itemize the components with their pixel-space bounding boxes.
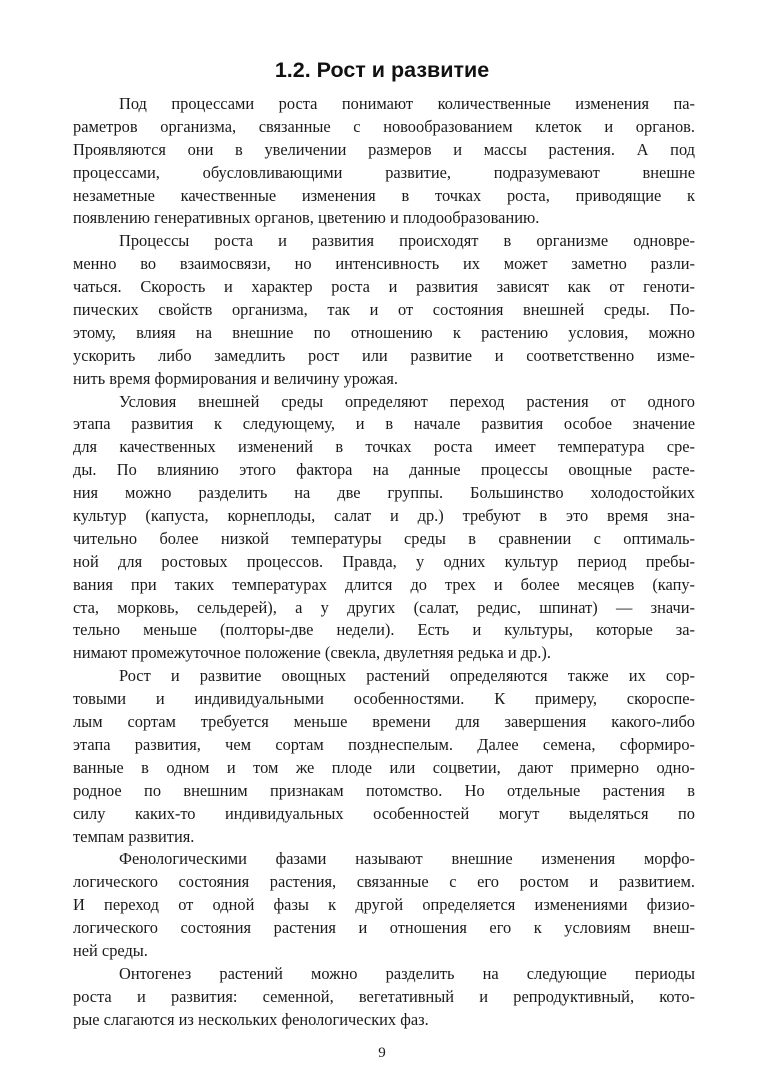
paragraph (73, 665, 695, 848)
text-line: Фенологическими фазами называют внешние изменения морфо- (119, 849, 695, 869)
body-text (73, 93, 695, 1032)
text-line: вания при таких температурах длится до трех и более месяцев (капу- (73, 574, 695, 594)
text-line: силу каких-то индивидуальных особенностей могут выделяться по (73, 803, 695, 823)
paragraph (73, 230, 695, 390)
text-line: Проявляются они в увеличении размеров и массы растения. А под (73, 139, 695, 159)
text-line: раметров организма, связанные с новообразованием клеток и органов. (73, 116, 695, 136)
text-line: этапа развития к следующему, и в начале развития особое значение (73, 414, 695, 434)
text-line: Рост и развитие овощных растений определяются также их сор- (119, 666, 695, 686)
text-line: этапа развития, чем сортам позднеспелым. Далее семена, сформиро- (73, 734, 695, 754)
text-line: ной для ростовых процессов. Правда, у одних культур период пребы- (73, 551, 695, 571)
paragraph (73, 93, 695, 230)
text-line: чительно более низкой температуры среды в сравнении с оптималь- (73, 528, 695, 548)
text-line: менно во взаимосвязи, но интенсивность их может заметно разли- (73, 254, 695, 274)
page-number: 9 (378, 1045, 386, 1061)
text-line: ды. По влиянию этого фактора на данные процессы овощные расте- (73, 460, 695, 480)
text-line: Условия внешней среды определяют переход растения от одного (119, 391, 695, 411)
text-line: лым сортам требуется меньше времени для завершения какого-либо (73, 712, 695, 732)
text-line: процессами, обусловливающими развитие, подразумевают внешне (73, 162, 695, 182)
text-line: для качественных изменений в точках роста имеет температура сре- (73, 437, 695, 457)
text-line: логического состояния растения, связанные с его ростом и развитием. (73, 872, 695, 892)
paragraph (73, 963, 695, 1032)
text-line: ней среды. (73, 940, 148, 960)
text-line: ста, морковь, сельдерей), а у других (салат, редис, шпинат) — значи- (73, 597, 695, 617)
text-line: логического состояния растения и отношения его к условиям внеш- (73, 918, 695, 938)
text-line: родное по внешним признакам потомство. Но отдельные растения в (73, 780, 695, 800)
text-line: тельно меньше (полторы-две недели). Есть и культуры, которые за- (73, 620, 695, 640)
text-line: ускорить либо замедлить рост или развитие и соответственно изме- (73, 345, 695, 365)
paragraph (73, 848, 695, 962)
text-line: пических свойств организма, так и от состояния внешней среды. По- (73, 300, 695, 320)
text-line: этому, влияя на внешние по отношению к растению условия, можно (73, 322, 695, 342)
text-line: товыми и индивидуальными особенностями. К примеру, скороспе- (73, 689, 695, 709)
text-line: культур (капуста, корнеплоды, салат и др.) требуют в это время зна- (73, 506, 695, 526)
text-line: темпам развития. (73, 826, 195, 846)
text-line: ния можно разделить на две группы. Большинство холодостойких (73, 483, 695, 503)
text-line: Процессы роста и развития происходят в организме одновре- (119, 231, 695, 251)
text-line: чаться. Скорость и характер роста и развития зависят как от геноти- (73, 277, 695, 297)
text-line: рые слагаются из нескольких фенологических фаз. (73, 1009, 429, 1029)
text-line: ванные в одном и том же плоде или соцветии, дают примерно одно- (73, 757, 695, 777)
text-line: нить время формирования и величину урожая. (73, 368, 399, 388)
text-line: И переход от одной фазы к другой определяется изменениями физио- (73, 895, 695, 915)
text-line: нимают промежуточное положение (свекла, двулетняя редька и др.). (73, 643, 551, 663)
text-line: роста и развития: семенной, вегетативный и репродуктивный, кото- (73, 986, 695, 1006)
text-line: Под процессами роста понимают количественные изменения па- (119, 94, 695, 113)
section-heading: 1.2. Рост и развитие (274, 58, 490, 82)
paragraph (73, 391, 695, 666)
text-line: появлению генеративных органов, цветению и плодообразованию. (73, 208, 540, 228)
text-line: незаметные качественные изменения в точках роста, приводящие к (73, 185, 695, 205)
text-line: Онтогенез растений можно разделить на следующие периоды (119, 963, 695, 983)
